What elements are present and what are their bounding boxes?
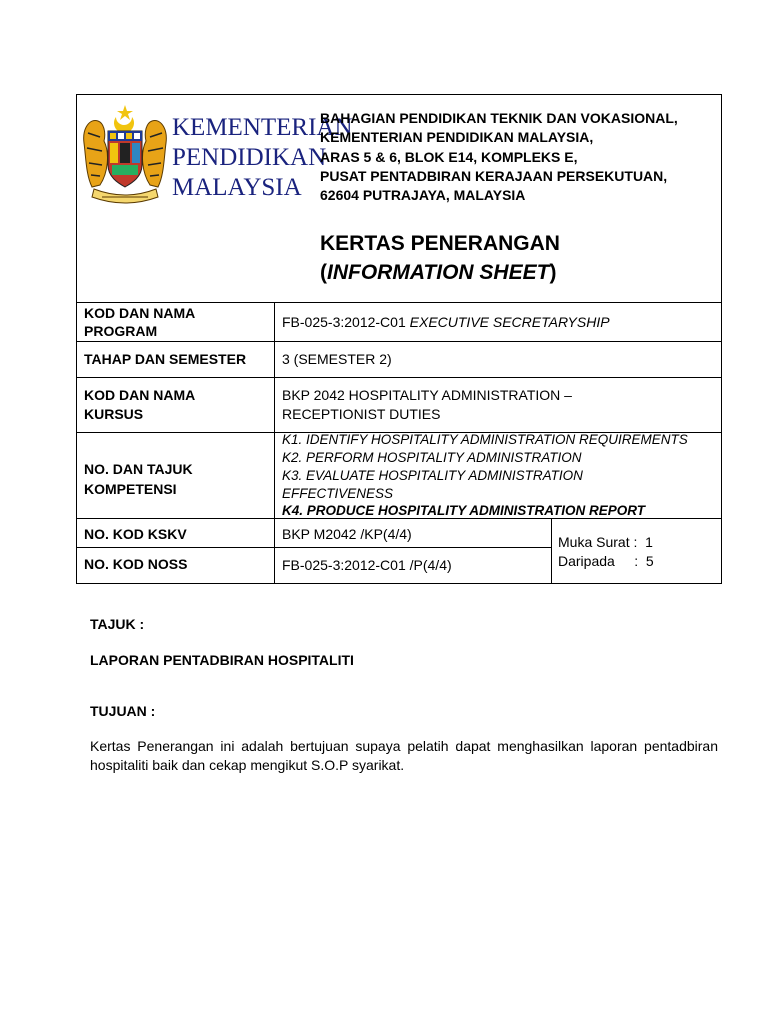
course-label: KOD DAN NAMA [84, 387, 196, 403]
tujuan-heading: TUJUAN : [90, 703, 156, 719]
kskv-value: BKP M2042 /KP(4/4) [282, 526, 412, 542]
competency-item-current: K4. PRODUCE HOSPITALITY ADMINISTRATION REPORT [282, 503, 646, 518]
kementerian-logo [80, 103, 353, 209]
row-divider [76, 341, 722, 342]
course-value: BKP 2042 HOSPITALITY ADMINISTRATION – [282, 387, 572, 403]
competency-item: EFFECTIVENESS [282, 486, 394, 501]
logo-text-line1: KEMENTERIAN [172, 114, 353, 141]
competency-item: K1. IDENTIFY HOSPITALITY ADMINISTRATION REQUIREMENTS [282, 432, 688, 447]
course-label: KURSUS [84, 406, 144, 422]
column-divider [274, 302, 275, 584]
program-label: PROGRAM [84, 323, 158, 339]
logo-text-line3: MALAYSIA [172, 174, 302, 201]
page-total: Daripada : 5 [558, 553, 654, 569]
document-subtitle: (INFORMATION SHEET) [320, 261, 557, 284]
logo-text-line2: PENDIDIKAN [172, 144, 327, 171]
course-value: RECEPTIONIST DUTIES [282, 406, 441, 422]
noss-label: NO. KOD NOSS [84, 556, 188, 572]
competency-label: NO. DAN TAJUK [84, 461, 193, 477]
address-line: 62604 PUTRAJAYA, MALAYSIA [320, 187, 526, 203]
program-value: FB-025-3:2012-C01 EXECUTIVE SECRETARYSHIP [282, 314, 610, 330]
competency-item: K2. PERFORM HOSPITALITY ADMINISTRATION [282, 450, 582, 465]
subtitle-italic: INFORMATION SHEET [327, 261, 550, 284]
tajuk-heading: TAJUK : [90, 616, 145, 632]
tujuan-paragraph: Kertas Penerangan ini adalah bertujuan supaya pelatih dapat menghasilkan laporan pentadbiran hospitaliti baik dan cekap mengikut S.O.P syarikat. [90, 738, 718, 773]
address-line: ARAS 5 & 6, BLOK E14, KOMPLEKS E, [320, 149, 578, 165]
kskv-label: NO. KOD KSKV [84, 526, 187, 542]
coat-of-arms-icon [84, 105, 167, 203]
program-label: KOD DAN NAMA [84, 305, 196, 321]
semester-value: 3 (SEMESTER 2) [282, 351, 392, 367]
column-divider [551, 518, 552, 584]
competency-item: K3. EVALUATE HOSPITALITY ADMINISTRATION [282, 468, 583, 483]
tajuk-value: LAPORAN PENTADBIRAN HOSPITALITI [90, 652, 354, 668]
address-line: KEMENTERIAN PENDIDIKAN MALAYSIA, [320, 129, 594, 145]
row-divider [76, 302, 722, 303]
noss-value: FB-025-3:2012-C01 /P(4/4) [282, 557, 452, 573]
semester-label: TAHAP DAN SEMESTER [84, 351, 247, 367]
row-divider [76, 547, 552, 548]
competency-label: KOMPETENSI [84, 481, 177, 497]
address-line: PUSAT PENTADBIRAN KERAJAAN PERSEKUTUAN, [320, 168, 668, 184]
document-title: KERTAS PENERANGAN [320, 232, 560, 255]
address-line: BAHAGIAN PENDIDIKAN TEKNIK DAN VOKASIONAL, [320, 110, 678, 126]
row-divider [76, 377, 722, 378]
page-number: Muka Surat : 1 [558, 534, 653, 550]
